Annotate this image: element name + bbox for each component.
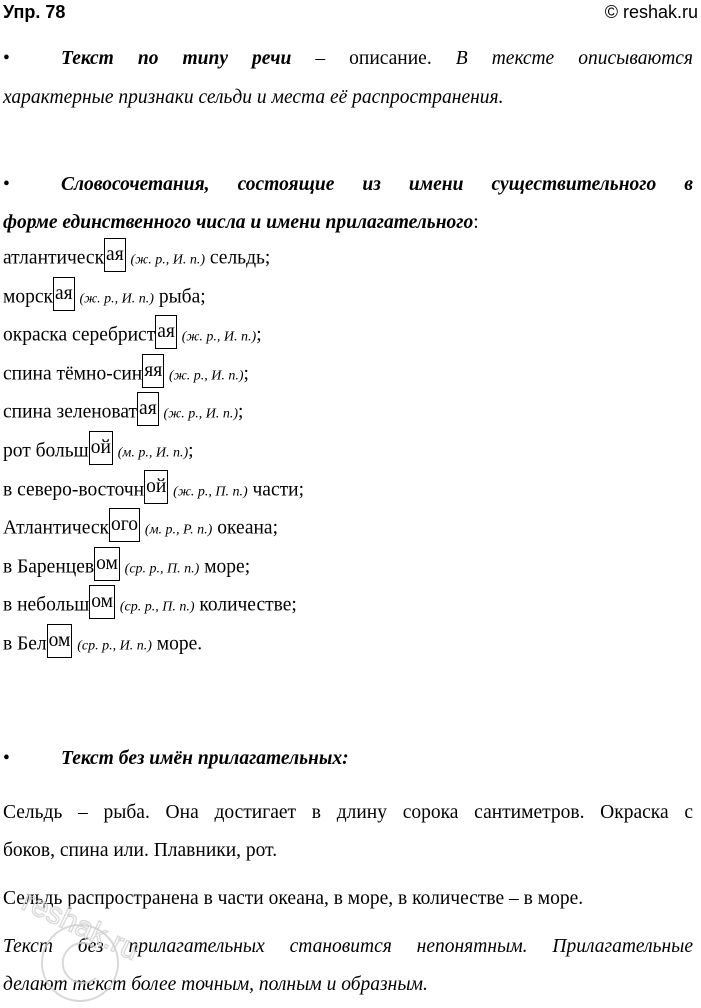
para1-line2: боков, спина или. Плавники, рот. (3, 840, 278, 861)
phrase-rest: части; (247, 479, 304, 501)
grammar-note: (ж. р., И. п.) (79, 291, 154, 307)
phrase-item (3, 400, 243, 426)
phrase-item (3, 282, 206, 311)
phrase-rest: сельдь; (205, 247, 271, 269)
ending-box: ая (155, 315, 177, 349)
phrase-rest: рыба; (153, 286, 206, 308)
heading-colon: : (473, 212, 479, 233)
description-start: В тексте описываются (455, 48, 693, 69)
ending-box: ая (137, 392, 159, 426)
bullet: • (3, 174, 10, 195)
section1-line2: характерные признаки сельди и места её распространения. (3, 87, 504, 108)
speech-type-label: Текст по типу речи (61, 48, 292, 69)
grammar-note: (ж. р., И. п.) (181, 329, 257, 345)
grammar-note: (ж. р., И. п.) (163, 406, 239, 422)
phrase-rest: количестве; (194, 594, 297, 616)
phrase-rest: море; (199, 556, 251, 578)
phrase-item (3, 475, 304, 504)
grammar-note: (м. р., И. п.) (117, 445, 189, 461)
ending-box: ая (53, 277, 75, 311)
section3-heading (3, 740, 693, 778)
phrase-rest: ; (238, 401, 244, 423)
para2: Сельдь распространена в части океана, в море, в количестве – в море. (3, 888, 584, 909)
grammar-note: (м. р., Р. п.) (144, 522, 213, 538)
watermark-text: reshak.ru (17, 884, 145, 968)
phrase-item (3, 359, 249, 388)
grammar-note: (ж. р., И. п.) (169, 368, 244, 384)
grammar-note: (ж. р., П. п.) (173, 484, 248, 500)
ending-box: ого (109, 508, 140, 542)
phrase-stem: спина тёмно-син (3, 363, 143, 385)
phrase-rest: океана; (212, 517, 278, 539)
grammar-note: (ср. р., П. п.) (124, 561, 200, 577)
heading-text: форме единственного числа и имени прилагательного (3, 212, 474, 233)
phrase-item (3, 632, 202, 658)
conclusion-line1: Текст без прилагательных становится непонятным. Прилагательные (3, 936, 693, 957)
phrase-item (3, 439, 194, 465)
phrase-stem: в Баренцев (3, 556, 95, 578)
phrase-rest: ; (243, 363, 249, 385)
phrase-rest: море. (151, 633, 203, 655)
phrase-stem: рот больш (3, 440, 89, 462)
ending-box: ой (144, 470, 168, 504)
site-credit: © reshak.ru (604, 2, 698, 22)
ending-box: ом (94, 547, 120, 581)
section1-line1 (3, 40, 693, 78)
para1-line1: Сельдь – рыба. Она достигает в длину сорока сантиметров. Окраска с (3, 802, 693, 823)
phrase-stem: в небольш (3, 594, 90, 616)
phrase-stem: Атлантическ (3, 517, 110, 539)
phrase-item (3, 552, 251, 581)
conclusion-line2: делают текст более точным, полным и образным. (3, 974, 428, 995)
phrase-rest: ; (188, 440, 194, 462)
exercise-title: Упр. 78 (3, 2, 66, 22)
phrase-stem: в Бел (3, 633, 47, 655)
ending-box: ом (47, 624, 73, 658)
page-header (3, 2, 698, 26)
phrase-stem: в северо-восточн (3, 479, 145, 501)
heading-text: Текст без имён прилагательных: (61, 748, 349, 769)
phrase-item (3, 593, 297, 619)
phrase-stem: атлантическ (3, 247, 105, 269)
phrase-rest: ; (256, 324, 262, 346)
speech-type-value: – описание. (291, 48, 456, 69)
phrase-item (3, 323, 262, 349)
ending-box: ая (104, 238, 126, 272)
bullet: • (3, 48, 10, 69)
phrase-stem: морск (3, 286, 53, 308)
heading-text: Словосочетания, состоящие из имени существительного в (61, 174, 693, 195)
ending-box: ом (89, 585, 115, 619)
phrase-item (3, 516, 278, 542)
grammar-note: (ср. р., П. п.) (119, 599, 195, 615)
grammar-note: (ср. р., И. п.) (77, 638, 152, 654)
phrase-item (3, 246, 270, 272)
section2-heading-line2 (3, 204, 693, 242)
section2-heading-line1 (3, 166, 693, 204)
ending-box: ой (89, 431, 113, 465)
phrase-stem: спина зеленоват (3, 401, 138, 423)
phrase-stem: окраска серебрист (3, 324, 156, 346)
grammar-note: (ж. р., И. п.) (130, 252, 206, 268)
bullet: • (3, 748, 10, 769)
ending-box: яя (142, 354, 164, 388)
